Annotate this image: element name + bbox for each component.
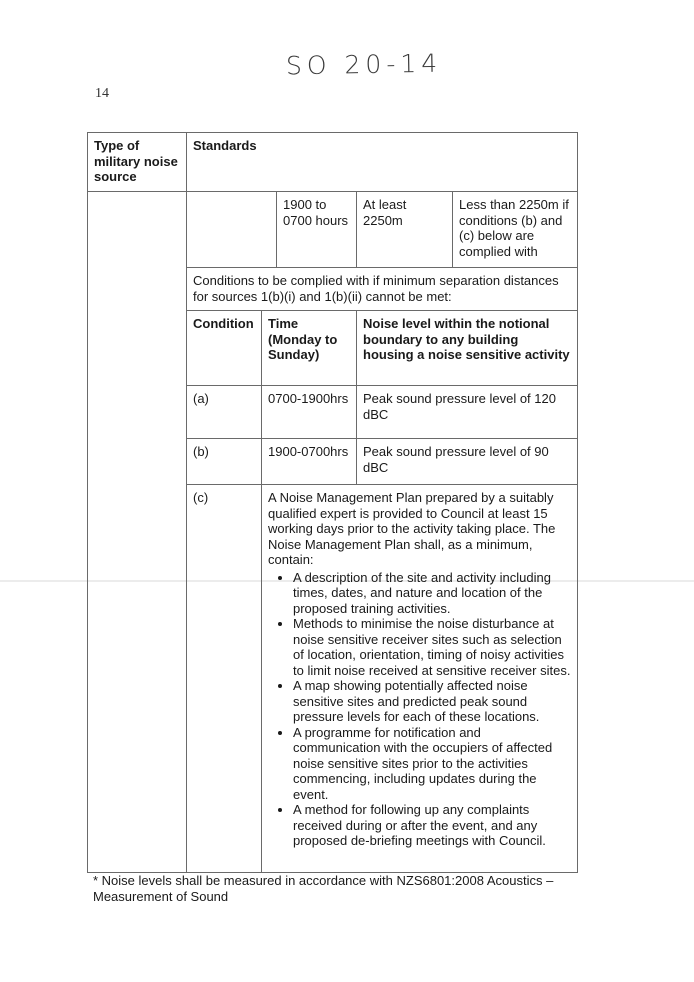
sub-row-time: 1900 to 0700 hours: [276, 191, 357, 268]
row-c-label: (c): [186, 484, 262, 873]
row-c-intro: A Noise Management Plan prepared by a suitably qualified expert is provided to Council at least 15 working days prior to the activity taking place. The Noise Management Plan shall, as a minimum, contain:: [268, 490, 556, 567]
sub-row-empty-cell: [186, 191, 277, 268]
military-noise-table: [87, 132, 578, 873]
sub-row-condition-text: Less than 2250m if conditions (b) and (c) below are complied with: [452, 191, 578, 268]
header-type-of-source: Type of military noise source: [87, 132, 187, 192]
bullet-item: • A description of the site and activity including times, dates, and nature and location of the proposed training activities.: [293, 570, 571, 617]
row-a-label: (a): [186, 385, 262, 439]
inner-header-time: Time (Monday to Sunday): [261, 310, 357, 386]
handwritten-reference: SO 20-14: [285, 48, 443, 81]
source-type-cell: [87, 191, 187, 873]
row-b-label: (b): [186, 438, 262, 485]
footnote: * Noise levels shall be measured in accordance with NZS6801:2008 Acoustics – Measurement of Sound: [93, 873, 554, 904]
row-c-content: [261, 484, 578, 873]
bullet-item: • A method for following up any complaints received during or after the event, and any proposed de-briefing meetings with Council.: [293, 802, 571, 849]
inner-header-condition: Condition: [186, 310, 262, 386]
noise-plan-bullet-list: [268, 570, 571, 849]
bullet-item: • A programme for notification and communication with the occupiers of affected noise sensitive sites prior to the activities commencing, including updates during the event.: [293, 725, 571, 803]
row-b-time: 1900-0700hrs: [261, 438, 357, 485]
inner-header-noise-level: Noise level within the notional boundary to any building housing a noise sensitive activity: [356, 310, 578, 386]
row-b-noise: Peak sound pressure level of 90 dBC: [356, 438, 578, 485]
bullet-item: • A map showing potentially affected noise sensitive sites and predicted peak sound pressure levels for each of these locations.: [293, 678, 571, 725]
row-a-time: 0700-1900hrs: [261, 385, 357, 439]
page-number: 14: [95, 86, 109, 101]
conditions-intro: Conditions to be complied with if minimum separation distances for sources 1(b)(i) and 1(b)(ii) cannot be met:: [186, 267, 578, 311]
row-a-noise: Peak sound pressure level of 120 dBC: [356, 385, 578, 439]
bullet-item: • Methods to minimise the noise disturbance at noise sensitive receiver sites such as selection of location, orientation, timing of noisy activities to limit noise received at sensitive receiver sites.: [293, 616, 571, 678]
header-standards: Standards: [186, 132, 578, 192]
sub-row-distance: At least 2250m: [356, 191, 453, 268]
